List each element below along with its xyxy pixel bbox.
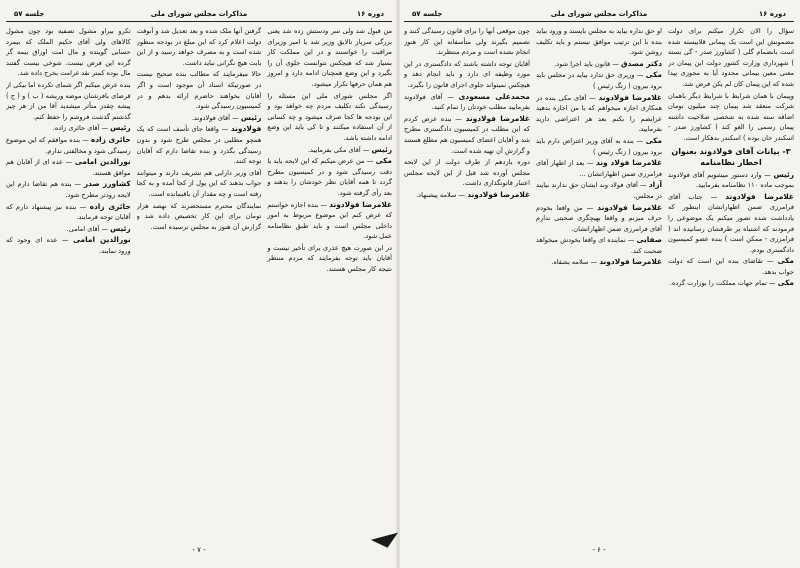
paragraph-text: آقایان توجه داشته باشند که دادگستری در این مورد وظیفه ای دارد و باید انجام دهد و هیچکس نمیتواند جلوی اجرای قانون را بگیرد. [404,59,530,89]
header-rule [6,21,392,22]
text-columns [6,26,392,538]
paragraph [536,70,662,91]
paragraph-text: گرفتن آنها ملک شده و بعد تعدیل شد و آنوقت دولت اعلام کرد که این مبلغ در بودجه منظور شده است و به مصرف خواهد رسید و از این بابت هیچ نگرانی نباید داشت. [136,27,262,67]
paragraph [6,224,131,235]
paragraph-text: در این صورت هیچ عذری برای تأخیر نیست و آقایان باید توجه بفرمایند که مردم منتظر نتیجه کار مجلس هستند. [267,243,392,274]
paragraph-text: دوره یازدهم از طرف دولت از این لایحه مجلس آورده شد قبل از این لایحه مجلس اعتبار قانونگذاری داشت. [404,158,530,188]
period-label: دوره ۱۶ [758,10,786,18]
paragraph [404,92,530,113]
book-gutter [396,0,400,568]
speaker-name: مکی [375,156,392,166]
text-column [536,26,662,538]
speaker-name: رئیس [371,144,392,154]
paragraph-text: — جناب آقای فرامرزی ضمن اظهاراتشان اینطور که یادداشت شده تصور میکنم یک موضوعی را فرمودند که اشتباه بر طرفشان رسانیده اند ( فرامرزی - ممکن است ) بنده عضو کمیسیون دادگستری بودم. [668,192,794,254]
paragraph-text: — بنده هم تقاضا دارم این لایحه زودتر مطرح شود. [5,180,131,199]
paragraph-text: — بنده به آقای وزیر اعتراض دارم باید برود بیرون ( زنگ رئیس ) [536,136,662,156]
running-title: مذاکرات مجلس شورای ملی [550,10,648,18]
paragraph-text: — نماینده ای واقعا بخودش میخواهد صحبت کند. [536,236,662,255]
paragraph [6,235,131,256]
paragraph [536,203,662,235]
paragraph [267,26,392,90]
paragraph [137,113,262,124]
paragraph [404,157,530,189]
paragraph [668,278,794,289]
speaker-name: غلامرضا فولاد وند [595,158,662,168]
paragraph [536,257,662,268]
paragraph [6,157,131,178]
paragraph-text: — سلامه بشقاه. [551,258,598,267]
session-label: جلسه ۵۷ [412,10,443,18]
speaker-name: مکی [777,278,794,288]
paragraph-text: — عده ای از آقایان هم موافق هستند. [5,158,131,177]
paragraph [668,192,794,256]
paragraph [668,170,794,191]
text-column [137,26,262,538]
paragraph [536,158,662,179]
paragraph [668,256,794,277]
header-rule [404,21,794,22]
speaker-name: فولادوند [230,124,262,134]
paragraph-text: — بنده اجازه خواستم که عرض کنم این موضوع مربوط به امور داخلی مجلس است و باید طبق نظامنامه عمل شود. [267,200,392,241]
speaker-name: غلامرضا فولادوند [599,257,662,267]
paragraph-text: نمایندگان محترم مستحضرند که نهصد هزار تومان برای این کار تخصیص داده شد و گزارش آن هنوز به مجلس نرسیده است. [136,201,262,231]
paragraph [267,156,392,198]
page-number: - ۶ - [592,546,606,554]
paragraph [137,69,262,111]
text-column [668,26,794,538]
text-column [267,26,392,538]
speaker-name: غلامرضا فولادوند [467,189,530,199]
paragraph-text: — آقای مکی بنده در همکاری اجازه میخواهم که با من اجازه بدهید عرایضم را بکنم بعد هر اعتراضی دارید بفرمایید. [536,93,662,134]
paragraph-text: — بنده موافقم که این موضوع رسیدگی شود و مخالفتی ندارم. [5,135,131,155]
paragraph-text: او حق نداره بیاید به مجلس بایستد و ورود بیاید بنده با این ترتیب موافق نیستم و باید تکلیف روشن شود. [536,27,662,57]
speaker-name: دکتر مصدق [620,58,662,68]
text-column [404,26,530,538]
speaker-name: غلامرضا فولادوند [465,113,530,123]
speaker-name: حائری زاده [90,134,131,144]
period-label: دوره ۱۶ [356,10,384,18]
paragraph-text: چون موقعی آنها را برای قانون رسیدگی کنند و تصمیم بگیرند ولی متأسفانه این کار هنوز انجام نشده است و مردم منتظرند. [404,27,530,57]
paragraph-text: آقای وزیر دارایی هم تشریف دارند و میتوانند جواب بدهند که این پول از کجا آمده و به کجا رفته است و چه مقدار آن باقیمانده است. [136,168,262,198]
session-label: جلسه ۵۷ [14,10,45,18]
section-heading: ۳- بیانات آقای فولادوند بعنوان اخطار نظامنامه [671,146,791,167]
paragraph [536,26,662,58]
paragraph-text: — قانون باید اجرا شود. [554,59,619,68]
paragraph-text: — بعد از اظهار آقای فرامرزی ضمن اظهاراتشان ... [536,159,662,178]
paragraph-text: تکرو بیراو مشول تصفیه بود چون مشول کالاهای ولی آقای حکیم الملک که بیمرد حسابی گوینده و مال امت اوراق بیمه گر گرده این فرض نیست. شوخی نیست گفتند مال بوده کمتر نقد غرامت بخرج داده شد. [5,27,131,78]
speaker-name: صفایی [636,235,662,245]
text-columns [404,26,794,538]
page-header [6,8,392,22]
paragraph-text: — واقعا جای تأسف است که یک همچو مطلبی در مجلس طرح شود و بدون رسیدگی بگذرد و بنده تقاضا دارم که آقایان توجه کنند. [136,125,262,166]
paragraph [536,235,662,256]
paragraph-text: — من عرض میکنم که این لایحه باید با دقت رسیدگی شود و در کمیسیون مطرح گردد تا همه آقایان نظر خودشان را بدهند و بعد رأی گرفته شود. [267,157,392,197]
paragraph-text: اگر مجلس شورای ملی این مسئله را رسیدگی نکند تکلیف مردم چه خواهد بود و این بودجه ها کجا صرف میشود و چه کسانی از آن استفاده میکنند و تا کی باید این وضع ادامه داشته باشد. [267,91,392,142]
paragraph-text: — وزیری حق ندارد بیاید در مجلس باید برود بیرون ( زنگ رئیس ) [536,71,662,90]
paragraph-text: — تمام جهات مملکت را بوزارت گرده. [669,279,776,288]
paragraph-text: — آقای حائری زاده. [52,124,109,133]
speaker-name: رئیس [240,112,262,122]
paragraph-text: — تقاضای بنده این است که دولت جواب بدهد. [668,257,794,276]
speaker-name: غلامرضا فولادوند [329,199,392,209]
paragraph-text: — آقای فولادوند بفرمایید مطلب خودتان را تمام کنید. [404,92,530,112]
paragraph-text: — بنده عرض کردم که این مطلب در کمیسیون دادگستری مطرح شد و آقایان اعضای کمیسیون هم مطلع هستند و گزارش آن تهیه شده است. [404,114,530,155]
speaker-name: نورالدین امامی [74,157,131,167]
paragraph-text: — عده ای وجود که ورود نمایند. [5,236,131,255]
paragraph-text: — آقای فولاد وند ایشان حق ندارند بیایند در مجلس. [536,181,662,200]
paragraph [267,145,392,156]
paragraph [536,93,662,135]
speaker-name: مکی [777,256,794,266]
page-number: - ۷ - [192,546,206,554]
speaker-name: غلامرضا فولادوند [597,202,662,212]
paragraph [6,26,131,79]
paragraph-text: — وارد دستور میشویم آقای فولادوند بموجب ماده ۱۱۰ نظامنامه بفرمایید. [668,170,794,190]
speaker-name: حائری زاده [89,201,131,211]
speaker-name: نورالدین امامی [73,235,131,245]
paragraph [668,91,794,144]
speaker-name: مکی [645,70,662,80]
speaker-name: کشاورز صدر [83,179,131,189]
paragraph [536,180,662,201]
running-title: مذاکرات مجلس شورای ملی [150,10,248,18]
paragraph [6,80,131,122]
paragraph-text: — آقای فولادوند. [191,113,239,122]
speaker-name: آزاد [648,180,662,190]
paragraph-text: وپیمان با همان شرایط با شرایط دیگر باهمان شرکت منعقد شد پیمان چند میلیون تومان اضافه سته شده به شخصی صلاحیت داشته پیمان رسمی را الغو کند ( کشاورز صدر - اسکندر خان بوده ) اسکندر بدهکار است. [668,91,794,142]
paragraph-text: — من واقعا بخودم حرف میزنم و واقعا بهیچگری صحبتی ندارم آقای فرامرزی ضمن اظهاراتشان. [536,203,662,233]
paragraph [267,91,392,144]
paragraph [6,202,131,223]
text-column [6,26,131,538]
page-header [404,8,794,22]
paragraph [668,26,794,90]
paragraph-text: حالا میفرمایند که مطالب بنده صحیح نیست در صورتیکه اسناد آن موجود است و اگر آقایان بخواهند حاضرم ارائه بدهم و در کمیسیون رسیدگی شود. [136,70,262,111]
speaker-name: محمدعلی مسعودی [458,91,530,101]
paragraph-text: من قبول شد ولی سر ودستش زده شد یعنی بزرگی سرباز نالایق وزیر شد یا امیر وزیرای مراقبت را خواستند و در این مملکت کار بسیار شد که هیچکس نتوانست جلوی آن را بگیرد و این وضع همچنان ادامه دارد و امروز هم همان حرفها تکرار میشود. [267,27,392,88]
speaker-name: غلامرضا فولادوند [725,191,794,201]
speaker-name: رئیس [110,123,131,133]
right-page [404,0,794,568]
paragraph [267,243,392,275]
paragraph-text: — سلامه پیشنهاد. [416,190,466,199]
paragraph-text: — بنده نیز پیشنهاد دارم که آقایان توجه فرمایند. [5,202,131,222]
paragraph [536,136,662,157]
paragraph [536,59,662,70]
speaker-name: رئیس [110,223,131,233]
paragraph-text: سؤال را الان تکرار میکنم برای دولت مضمونش این است یک پیمانی قلابیسته شده است بانضمام گلی ( کشاورز صدر - گی بسته ) شهرداری وزارت کشور دولت این پیمان در معنی معین بیمانی محدود آیا به مجوزی پیدا شده که این پیمان کان لم یکن فرض شد. [668,27,794,88]
paragraph [137,26,262,68]
paragraph [404,114,530,156]
paragraph-text: بنده عرض میکنم اگر شمای نکرده اما بیکی از قرضای بافرشتان موضه وریشه ( ب ) و ( ج ) پیشه چقدر متأثر میشدید آقا من از هر چیز گذشتم گذشت فروشم را حفظ کنم. [5,80,131,121]
speaker-name: رئیس [773,169,794,179]
paragraph [404,190,530,201]
paragraph [137,168,262,200]
paragraph [404,59,530,91]
left-page [6,0,392,568]
paragraph [6,123,131,134]
paragraph [137,201,262,233]
speaker-name: غلامرضا فولادوند [598,92,662,102]
paragraph [267,200,392,242]
paragraph-text: — آقای امامی. [66,224,109,233]
speaker-name: مکی [645,135,662,145]
paragraph [6,179,131,200]
paragraph-text: — آقای مکی بفرمایید. [307,145,370,154]
paragraph [6,135,131,156]
paragraph [404,26,530,58]
paragraph [137,124,262,166]
